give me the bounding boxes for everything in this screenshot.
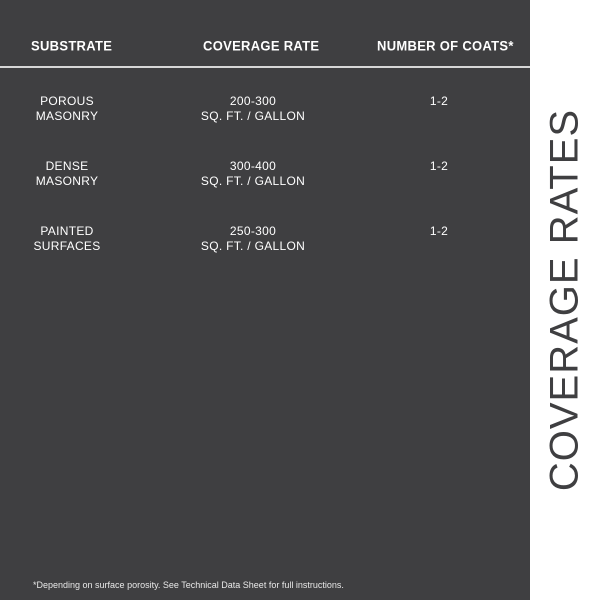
substrate-text: DENSE <box>45 159 89 173</box>
substrate-cell <box>18 159 116 189</box>
coverage-cell <box>194 94 312 124</box>
substrate-cell <box>18 94 116 124</box>
substrate-text: SURFACES <box>33 239 101 253</box>
header-coverage-rate: COVERAGE RATE <box>203 37 320 54</box>
coverage-unit: SQ. FT. / GALLON <box>200 174 306 188</box>
coverage-range: 250-300 <box>229 224 277 238</box>
header-number-of-coats: NUMBER OF COATS* <box>377 37 514 54</box>
coverage-range: 200-300 <box>229 94 277 108</box>
coverage-unit: SQ. FT. / GALLON <box>200 109 306 123</box>
sidebar <box>530 0 600 600</box>
coats-cell: 1-2 <box>429 94 449 108</box>
sidebar-title: COVERAGE RATES <box>542 108 587 492</box>
coats-cell: 1-2 <box>429 224 449 238</box>
coverage-cell <box>194 159 312 189</box>
substrate-text: MASONRY <box>35 109 99 123</box>
coats-cell: 1-2 <box>429 159 449 173</box>
coverage-unit: SQ. FT. / GALLON <box>200 239 306 253</box>
table-header <box>0 0 530 66</box>
header-substrate: SUBSTRATE <box>31 37 113 54</box>
footnote: *Depending on surface porosity. See Technical Data Sheet for full instructions. <box>33 580 344 590</box>
header-divider <box>0 66 530 68</box>
substrate-text: MASONRY <box>35 174 99 188</box>
substrate-cell <box>18 224 116 254</box>
substrate-text: POROUS <box>40 94 94 108</box>
coverage-range: 300-400 <box>229 159 277 173</box>
coverage-cell <box>194 224 312 254</box>
substrate-text: PAINTED <box>40 224 94 238</box>
